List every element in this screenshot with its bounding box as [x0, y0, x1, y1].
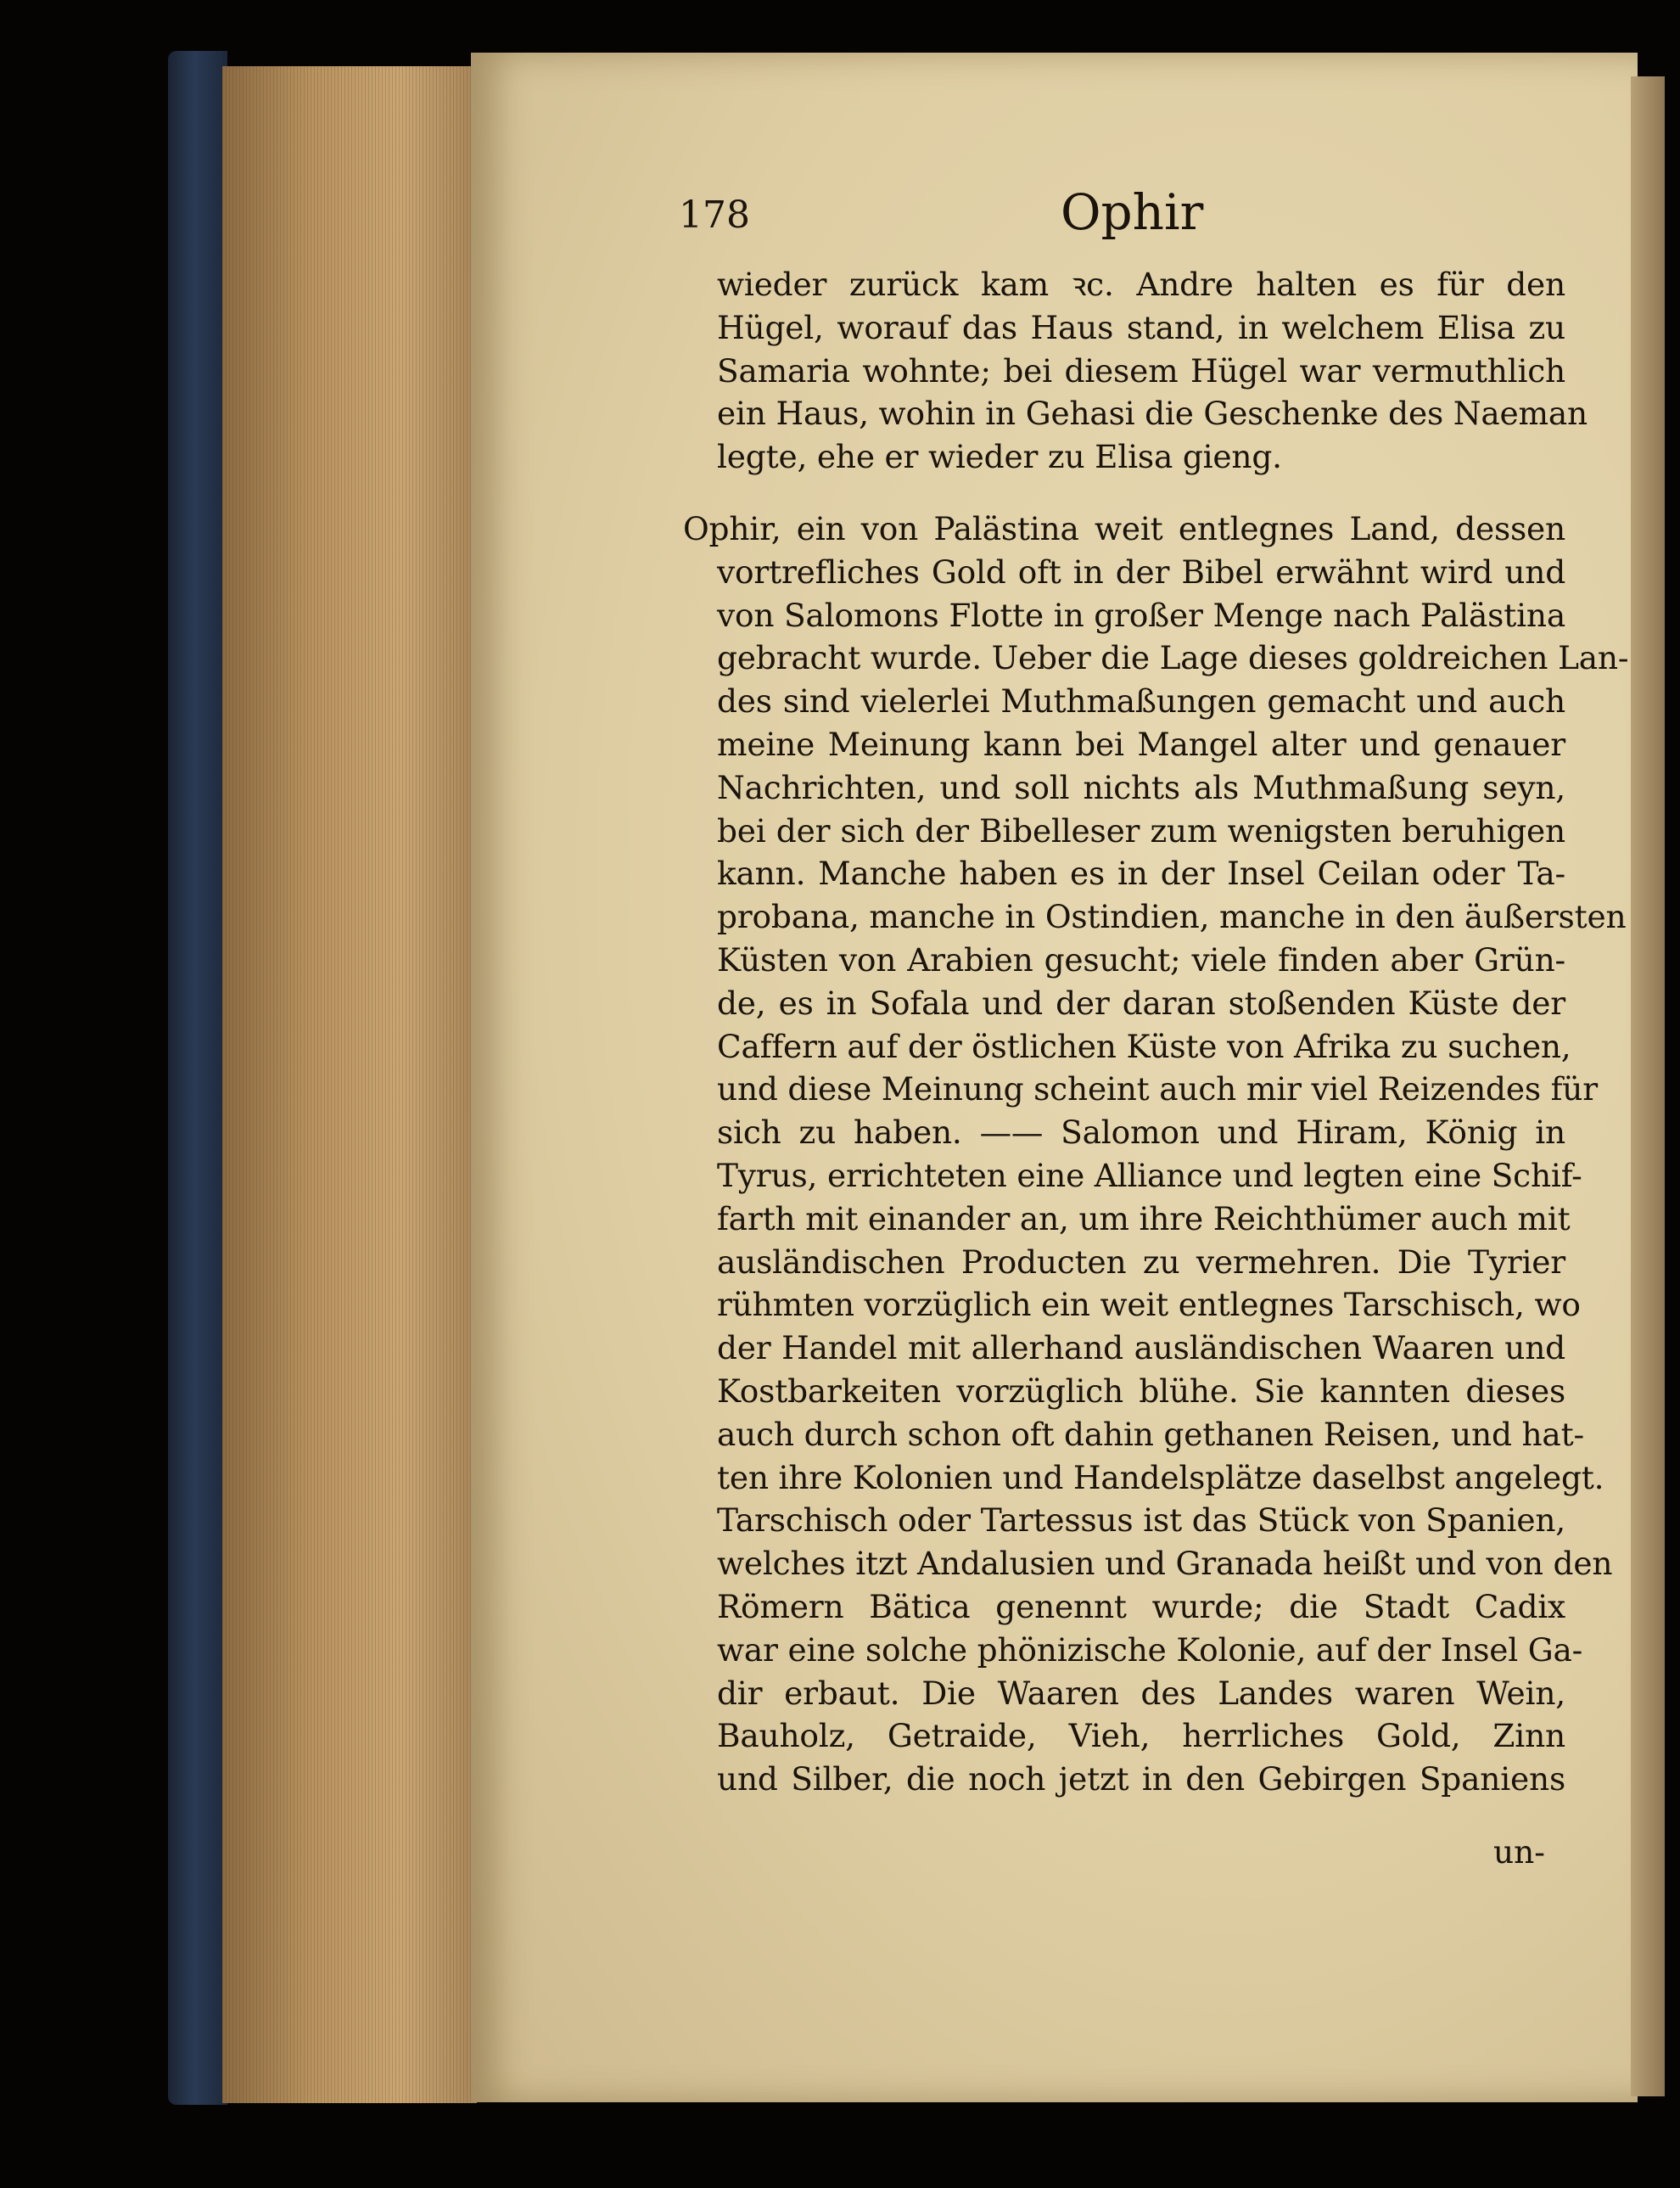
facing-page-edge — [1631, 76, 1665, 2096]
text-line: ausländischen Producten zu vermehren. Die Tyrier — [717, 1243, 1565, 1281]
text-line: legte, ehe er wieder zu Elisa gieng. — [717, 438, 1282, 476]
text-line: farth mit einander an, um ihre Reichthümer auch mit — [717, 1199, 1571, 1237]
paragraph-2-ophir-entry — [683, 508, 1629, 1801]
text-line: des sind vielerlei Muthmaßungen gemacht und auch — [717, 682, 1565, 721]
text-line: ein Haus, wohin in Gehasi die Geschenke des Naeman — [717, 395, 1588, 433]
text-line: gebracht wurde. Ueber die Lage dieses goldreichen Lan- — [717, 639, 1629, 677]
page-number: 178 — [679, 194, 750, 237]
text-line: dir erbaut. Die Waaren des Landes waren Wein, — [717, 1674, 1565, 1712]
text-line: Tyrus, errichteten eine Alliance und legten eine Schif- — [717, 1156, 1582, 1194]
text-line: Nachrichten, und soll nichts als Muthmaßung seyn, — [717, 768, 1565, 806]
text-line: de, es in Sofala und der daran stoßenden Küste der — [717, 984, 1565, 1022]
text-line: Samaria wohnte; bei diesem Hügel war vermuthlich — [717, 351, 1565, 390]
text-line: meine Meinung kann bei Mangel alter und genauer — [717, 725, 1565, 763]
text-line: vortrefliches Gold oft in der Bibel erwähnt wird und — [717, 553, 1565, 591]
page-block-edges — [222, 66, 477, 2103]
text-line: und Silber, die noch jetzt in den Gebirgen Spaniens — [717, 1760, 1565, 1798]
text-line: ten ihre Kolonien und Handelsplätze daselbst angelegt. — [717, 1458, 1604, 1496]
text-line: auch durch schon oft dahin gethanen Reisen, und hat- — [717, 1415, 1584, 1453]
text-line: Bauholz, Getraide, Vieh, herrliches Gold, Zinn — [717, 1717, 1565, 1755]
entry-headline: Ophir, ein von Palästina weit entlegnes Land, dessen — [683, 509, 1565, 547]
running-title: Ophir — [1061, 183, 1204, 241]
text-line: der Handel mit allerhand ausländischen Waaren und — [717, 1329, 1565, 1367]
text-line: Tarschisch oder Tartessus ist das Stück von Spanien, — [717, 1501, 1565, 1540]
running-head — [679, 178, 1273, 246]
text-line: Kostbarkeiten vorzüglich blühe. Sie kannten dieses — [717, 1372, 1565, 1410]
text-line: welches itzt Andalusien und Granada heißt und von den — [717, 1545, 1613, 1583]
text-line: probana, manche in Ostindien, manche in den äußersten — [717, 898, 1627, 936]
text-line: bei der sich der Bibelleser zum wenigsten beruhigen — [717, 811, 1565, 850]
text-line: kann. Manche haben es in der Insel Ceilan oder Ta- — [717, 855, 1565, 893]
text-line: Römern Bätica genennt wurde; die Stadt Cadix — [717, 1587, 1565, 1625]
text-line: Küsten von Arabien gesucht; viele finden aber Grün- — [717, 940, 1565, 979]
text-line: sich zu haben. —— Salomon und Hiram, König in — [717, 1114, 1565, 1152]
text-line: von Salomons Flotte in großer Menge nach Palästina — [717, 596, 1565, 634]
text-line: wieder zurück kam ꝛc. Andre halten es für den — [717, 266, 1565, 303]
text-line: rühmten vorzüglich ein weit entlegnes Tarschisch, wo — [717, 1286, 1581, 1324]
text-line: Caffern auf der östlichen Küste von Afrika zu suchen, — [717, 1027, 1571, 1065]
body-text — [683, 263, 1629, 1801]
book-cover — [168, 51, 227, 2105]
text-line: und diese Meinung scheint auch mir viel Reizendes für — [717, 1070, 1598, 1108]
catchword: un- — [1493, 1833, 1545, 1871]
text-line: war eine solche phönizische Kolonie, auf der Insel Ga- — [717, 1630, 1583, 1669]
text-line: Hügel, worauf das Haus stand, in welchem Elisa zu — [717, 308, 1565, 346]
paragraph-1 — [717, 263, 1588, 479]
